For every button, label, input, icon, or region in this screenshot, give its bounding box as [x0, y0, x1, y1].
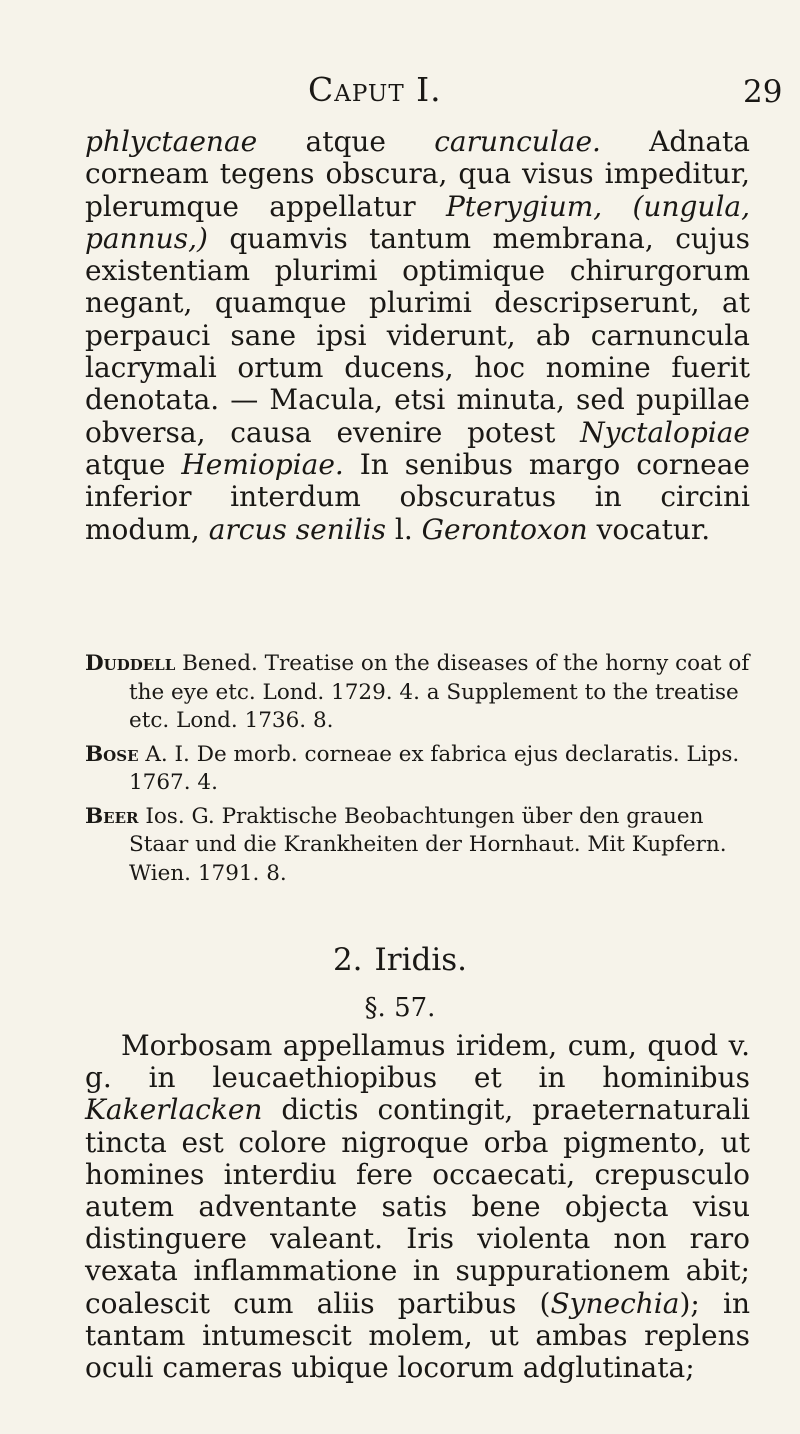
entry-details: A. I. De morb. corneae ex fabrica ejus declaratis. Lips. 1767. 4.: [129, 741, 740, 795]
running-head: Caput I.: [308, 70, 442, 109]
italic-text-run: Pterygium, (ungula, pannus,): [85, 189, 751, 255]
section-title: Iridis.: [374, 942, 468, 978]
paragraph-text: [85, 126, 750, 546]
paragraph-iris-diseases: [85, 1030, 750, 1384]
entry-details: Ios. G. Praktische Beobachtungen über den grauen Staar und die Krankheiten der Hornhaut. Mit Kupfern. Wien. 1791. 8.: [129, 803, 727, 886]
italic-text-run: phlyctaenae: [85, 125, 258, 158]
italic-text-run: Gerontoxon: [421, 512, 588, 546]
entry-author: Duddell: [85, 651, 176, 676]
entry-details: Bened. Treatise on the diseases of the horny coat of the eye etc. Lond. 1729. 4. a Supplement to the treatise etc. Lond. 1736. 8.: [129, 651, 750, 733]
text-run: quamvis tantum membrana, cujus existentiam plurimi optimique chirurgorum negant, quamque plurimi descripserunt, at perpauci sane ipsi viderunt, ab carnuncula lacrymali ortum ducens, hoc nomine fuerit denotata. — Macula, etsi minuta, sed pupillae obversa, causa evenire potest: [85, 221, 750, 449]
section-number: 2.: [332, 942, 363, 978]
italic-text-run: Kakerlacken: [85, 1093, 263, 1127]
entry-author: Beer: [85, 803, 139, 829]
text-run: In senibus margo corneae inferior interdum obscuratus in circini modum,: [85, 447, 750, 546]
section-heading: [0, 942, 800, 978]
page-number: 29: [743, 74, 783, 110]
text-run: vocatur.: [587, 512, 711, 546]
italic-text-run: Hemiopiae.: [181, 447, 344, 481]
bibliography-entry: [85, 741, 750, 798]
bibliography-entry: [85, 650, 750, 736]
bibliography-list: [85, 650, 750, 893]
text-run: l.: [386, 512, 422, 546]
text-run: Morbosam appellamus iridem, cum, quod v. g. in leucaethiopibus et in hominibus: [85, 1029, 750, 1095]
entry-author: Bose: [85, 741, 139, 767]
page-header: [0, 70, 800, 120]
italic-text-run: Nyctalopiae: [580, 415, 750, 449]
paragraph-corneal-diseases: [85, 126, 750, 546]
text-run: atque: [85, 447, 182, 481]
text-run: atque: [257, 125, 435, 158]
bibliography-entry: [85, 803, 750, 889]
text-run: ); in tantam intumescit molem, ut ambas replens oculi cameras ubique locorum adglutinata;: [85, 1286, 750, 1385]
paragraph-mark: §. 57.: [364, 993, 436, 1023]
italic-text-run: carunculae.: [434, 125, 601, 158]
text-run: dictis contingit, praeternaturali tincta est colore nigroque orba pigmento, ut homines interdiu fere occaecati, crepusculo autem adventante satis bene objecta visu distinguere valeant. Iris violenta non raro vexata inflammatione in suppurationem abit; coalescit cum aliis partibus (: [85, 1093, 750, 1320]
italic-text-run: arcus senilis: [208, 512, 386, 546]
italic-text-run: Synechia: [550, 1286, 680, 1320]
text-run: Adnata corneam tegens obscura, qua visus impeditur, plerumque appellatur: [85, 125, 751, 223]
paragraph-text: [85, 1030, 750, 1384]
